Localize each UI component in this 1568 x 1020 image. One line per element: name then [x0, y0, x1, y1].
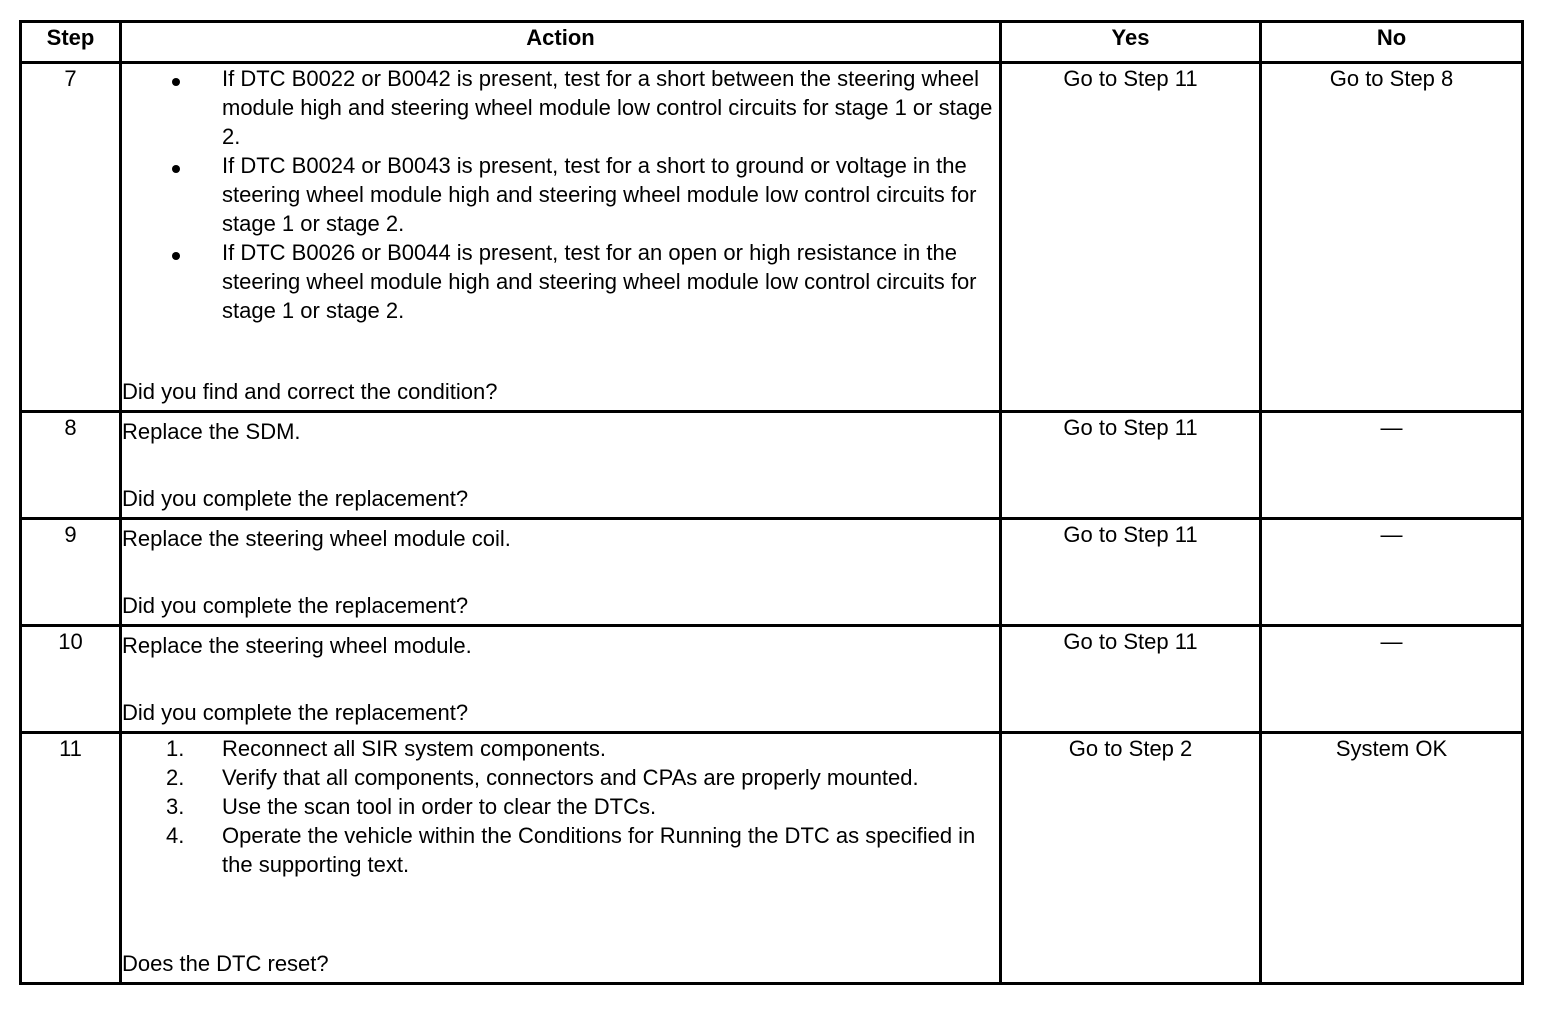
- action-header: Action: [121, 22, 1001, 63]
- table-row-step-9: [21, 519, 1523, 626]
- list-item-text: If DTC B0022 or B0042 is present, test for a short between the steering wheel module high and steering wheel module low control circuits for stage 1 or stage 2.: [222, 66, 993, 149]
- numbered-list: [122, 734, 999, 879]
- yes-outcome: Go to Step 11: [1001, 412, 1261, 519]
- bullet-list: [122, 64, 999, 325]
- instruction-text: Replace the steering wheel module.: [122, 633, 472, 658]
- list-item: [122, 792, 999, 821]
- no-outcome: —: [1261, 626, 1523, 733]
- question-text: Did you find and correct the condition?: [122, 379, 498, 404]
- list-item-text: If DTC B0024 or B0043 is present, test for a short to ground or voltage in the steering wheel module high and steering wheel module low control circuits for stage 1 or stage 2.: [222, 153, 977, 236]
- list-item-text: Reconnect all SIR system components.: [222, 736, 606, 761]
- list-item-text: Verify that all components, connectors and CPAs are properly mounted.: [222, 765, 919, 790]
- yes-header: Yes: [1001, 22, 1261, 63]
- step-number: 11: [21, 733, 121, 984]
- no-outcome: Go to Step 8: [1261, 63, 1523, 412]
- list-item: [122, 238, 999, 325]
- list-number: 1.: [166, 736, 185, 761]
- bullet-icon: [172, 165, 180, 173]
- action-cell: [121, 412, 1001, 519]
- no-outcome: —: [1261, 412, 1523, 519]
- list-item-text: Use the scan tool in order to clear the DTCs.: [222, 794, 657, 819]
- question-text: Did you complete the replacement?: [122, 486, 469, 511]
- list-item: [122, 64, 999, 151]
- list-number: 3.: [166, 794, 185, 819]
- question-text: Did you complete the replacement?: [122, 700, 469, 725]
- list-item: [122, 734, 999, 763]
- action-cell: [121, 733, 1001, 984]
- list-number: 2.: [166, 765, 185, 790]
- no-outcome: —: [1261, 519, 1523, 626]
- list-item: [122, 821, 999, 879]
- action-cell: [121, 626, 1001, 733]
- action-cell: [121, 63, 1001, 412]
- bullet-icon: [172, 78, 180, 86]
- table-row-step-8: [21, 412, 1523, 519]
- yes-outcome: Go to Step 11: [1001, 63, 1261, 412]
- action-cell: [121, 519, 1001, 626]
- step-header: Step: [21, 22, 121, 63]
- list-item-text: If DTC B0026 or B0044 is present, test for an open or high resistance in the steering wheel module high and steering wheel module low control circuits for stage 1 or stage 2.: [222, 240, 977, 323]
- step-number: 7: [21, 63, 121, 412]
- yes-outcome: Go to Step 2: [1001, 733, 1261, 984]
- question-text: Did you complete the replacement?: [122, 593, 469, 618]
- bullet-icon: [172, 252, 180, 260]
- instruction-text: Replace the SDM.: [122, 419, 301, 444]
- step-number: 9: [21, 519, 121, 626]
- diagnostic-table: [19, 20, 1524, 985]
- no-header: No: [1261, 22, 1523, 63]
- step-number: 10: [21, 626, 121, 733]
- header-row: [21, 22, 1523, 63]
- list-item-text: Operate the vehicle within the Conditions for Running the DTC as specified in the supporting text.: [222, 823, 976, 877]
- no-outcome: System OK: [1261, 733, 1523, 984]
- yes-outcome: Go to Step 11: [1001, 626, 1261, 733]
- table-row-step-11: [21, 733, 1523, 984]
- table-row-step-10: [21, 626, 1523, 733]
- step-number: 8: [21, 412, 121, 519]
- question-text: Does the DTC reset?: [122, 951, 329, 976]
- instruction-text: Replace the steering wheel module coil.: [122, 526, 511, 551]
- table-row-step-7: [21, 63, 1523, 412]
- list-number: 4.: [166, 823, 185, 848]
- yes-outcome: Go to Step 11: [1001, 519, 1261, 626]
- list-item: [122, 151, 999, 238]
- list-item: [122, 763, 999, 792]
